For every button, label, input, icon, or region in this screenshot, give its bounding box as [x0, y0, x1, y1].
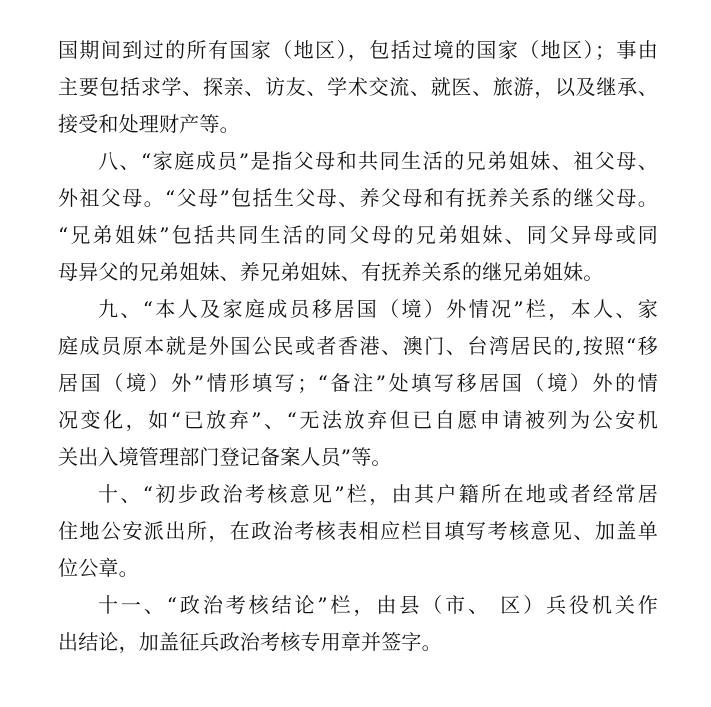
text-line: 出结论，加盖征兵政治考核专用章并签字。	[58, 630, 442, 654]
text-line: 关出入境管理部门登记备案人员”等。	[58, 445, 392, 469]
text-line: “兄弟姐妹”包括共同生活的同父母的兄弟姐妹、同父异母或同	[58, 223, 658, 247]
text-line: 主要包括求学、探亲、访友、学术交流、就医、旅游，以及继承、	[58, 75, 658, 99]
text-line: 庭成员原本就是外国公民或者香港、澳门、台湾居民的,按照“移	[58, 334, 658, 358]
text-line: 十一、“政治考核结论”栏，由县（市、 区）兵役机关作	[98, 593, 658, 617]
paragraph-item-10	[58, 476, 658, 587]
text-line: 十、“初步政治考核意见”栏，由其户籍所在地或者经常居	[98, 482, 658, 506]
paragraph-item-8	[58, 143, 658, 291]
text-line: 外祖父母。“父母”包括生父母、养父母和有抚养关系的继父母。	[58, 186, 658, 210]
text-line: 况变化，如“已放弃”、“无法放弃但已自愿申请被列为公安机	[58, 408, 658, 432]
text-line: 国期间到过的所有国家（地区），包括过境的国家（地区）；事由	[58, 38, 658, 62]
text-line: 母异父的兄弟姐妹、养兄弟姐妹、有抚养关系的继兄弟姐妹。	[58, 260, 604, 284]
paragraph-item-11	[58, 587, 658, 661]
document-page	[58, 32, 658, 661]
text-line: 接受和处理财产等。	[58, 112, 240, 136]
text-line: 位公章。	[58, 556, 139, 580]
text-line: 住地公安派出所，在政治考核表相应栏目填写考核意见、加盖单	[58, 519, 658, 543]
text-line: 八、“家庭成员”是指父母和共同生活的兄弟姐妹、祖父母、	[98, 149, 658, 173]
text-line: 居国（境）外”情形填写；“备注”处填写移居国（境）外的情	[58, 371, 658, 395]
text-line: 九、“本人及家庭成员移居国（境）外情况”栏，本人、家	[98, 297, 658, 321]
paragraph-item-9	[58, 291, 658, 476]
paragraph-continued	[58, 32, 658, 143]
